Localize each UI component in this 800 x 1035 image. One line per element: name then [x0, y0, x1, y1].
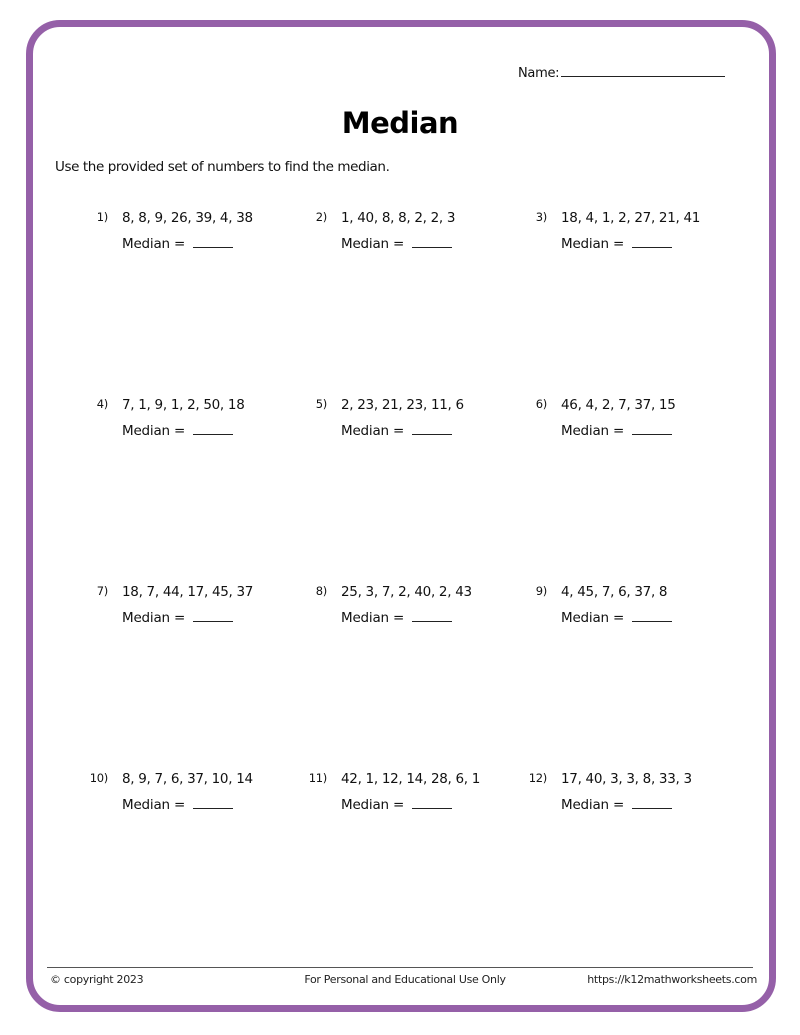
footer-url[interactable]: https://k12mathworksheets.com [587, 973, 757, 986]
answer-blank[interactable] [632, 422, 672, 435]
number-set: 18, 7, 44, 17, 45, 37 [122, 584, 254, 600]
name-blank-line[interactable] [561, 63, 725, 77]
median-label: Median = [341, 423, 405, 439]
median-label: Median = [341, 236, 405, 252]
number-set: 18, 4, 1, 2, 27, 21, 41 [561, 210, 701, 226]
number-set: 8, 8, 9, 26, 39, 4, 38 [122, 210, 253, 226]
number-set: 2, 23, 21, 23, 11, 6 [341, 397, 464, 413]
problem-number: 2) [315, 210, 327, 224]
problem-number: 6) [535, 397, 547, 411]
number-set: 1, 40, 8, 8, 2, 2, 3 [341, 210, 456, 226]
median-prompt [341, 422, 452, 439]
number-set: 7, 1, 9, 1, 2, 50, 18 [122, 397, 245, 413]
median-label: Median = [122, 423, 186, 439]
footer-copyright: © copyright 2023 [50, 973, 144, 986]
answer-blank[interactable] [193, 235, 233, 248]
answer-blank[interactable] [193, 422, 233, 435]
median-label: Median = [561, 610, 625, 626]
answer-blank[interactable] [193, 796, 233, 809]
median-label: Median = [561, 797, 625, 813]
median-prompt [122, 796, 233, 813]
number-set: 17, 40, 3, 3, 8, 33, 3 [561, 771, 692, 787]
median-label: Median = [341, 797, 405, 813]
worksheet-title: Median [341, 106, 459, 140]
median-label: Median = [122, 236, 186, 252]
answer-blank[interactable] [412, 609, 452, 622]
median-label: Median = [122, 610, 186, 626]
median-label: Median = [122, 797, 186, 813]
problem-number: 1) [96, 210, 108, 224]
problem-number: 12) [528, 771, 547, 785]
number-set: 25, 3, 7, 2, 40, 2, 43 [341, 584, 472, 600]
problem-number: 10) [89, 771, 108, 785]
median-prompt [122, 609, 233, 626]
median-prompt [561, 422, 672, 439]
instructions: Use the provided set of numbers to find the median. [55, 159, 390, 175]
problem-number: 9) [535, 584, 547, 598]
problem-number: 4) [96, 397, 108, 411]
median-prompt [561, 235, 672, 252]
median-prompt [561, 796, 672, 813]
median-prompt [561, 609, 672, 626]
median-prompt [122, 235, 233, 252]
median-label: Median = [561, 236, 625, 252]
answer-blank[interactable] [412, 422, 452, 435]
median-label: Median = [561, 423, 625, 439]
problem-number: 7) [96, 584, 108, 598]
name-field [518, 63, 725, 81]
median-prompt [341, 796, 452, 813]
answer-blank[interactable] [632, 609, 672, 622]
median-prompt [341, 609, 452, 626]
number-set: 46, 4, 2, 7, 37, 15 [561, 397, 676, 413]
answer-blank[interactable] [632, 235, 672, 248]
footer-divider [47, 967, 753, 968]
number-set: 8, 9, 7, 6, 37, 10, 14 [122, 771, 253, 787]
answer-blank[interactable] [193, 609, 233, 622]
median-label: Median = [341, 610, 405, 626]
problem-number: 3) [535, 210, 547, 224]
answer-blank[interactable] [412, 235, 452, 248]
number-set: 4, 45, 7, 6, 37, 8 [561, 584, 668, 600]
problem-number: 11) [308, 771, 327, 785]
answer-blank[interactable] [632, 796, 672, 809]
median-prompt [122, 422, 233, 439]
problem-number: 8) [315, 584, 327, 598]
median-prompt [341, 235, 452, 252]
answer-blank[interactable] [412, 796, 452, 809]
name-label: Name: [518, 66, 560, 81]
number-set: 42, 1, 12, 14, 28, 6, 1 [341, 771, 481, 787]
footer-usage: For Personal and Educational Use Only [304, 973, 506, 986]
problem-number: 5) [315, 397, 327, 411]
